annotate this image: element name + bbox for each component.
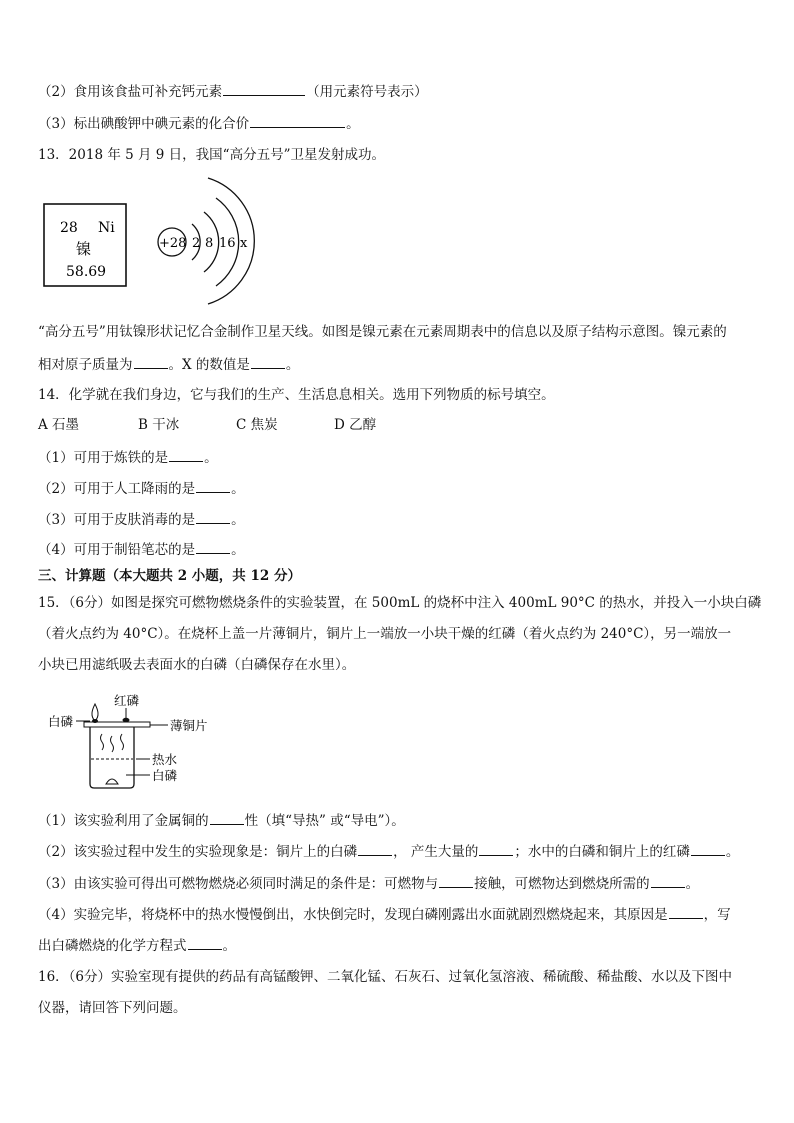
q15-text: （1）该实验利用了金属铜的 xyxy=(38,813,209,829)
q16-line2: 仪器，请回答下列问题。 xyxy=(38,1000,187,1016)
red-phosphorus-piece xyxy=(123,718,130,722)
q12-part2-text: （2）食用该食盐可补充钙元素 xyxy=(38,84,223,100)
option-c: C 焦炭 xyxy=(236,417,278,433)
q14-part-text: （2）可用于人工降雨的是 xyxy=(38,481,196,497)
shell-electrons: x xyxy=(240,236,248,251)
label-white-phosphorus-bottom: 白磷 xyxy=(152,768,178,783)
answer-blank[interactable] xyxy=(223,82,305,96)
flame-icon xyxy=(92,704,98,721)
answer-blank[interactable] xyxy=(251,355,285,369)
shell-electrons: 2 xyxy=(192,236,201,251)
q14-part-text: （1）可用于炼铁的是 xyxy=(38,450,169,466)
q14-part-end: 。 xyxy=(231,542,245,558)
white-phosphorus-piece xyxy=(92,719,98,723)
q12-part3-suffix: 。 xyxy=(346,116,360,132)
q13-text: 。 xyxy=(285,357,300,373)
label-red-phosphorus: 红磷 xyxy=(114,693,140,708)
q13-stem: 13．2018 年 5 月 9 日，我国“高分五号”卫星发射成功。 xyxy=(38,147,385,163)
q14-part3 xyxy=(38,510,756,529)
q15-text: 性（填“导热” 或“导电”）。 xyxy=(244,813,405,829)
q15-text: （4）实验完毕，将烧杯中的热水慢慢倒出，水快倒完时，发现白磷刚露出水面就剧烈燃烧起来，其原因是 xyxy=(38,907,668,923)
q13-desc-line1: “高分五号”用钛镍形状记忆合金制作卫星天线。如图是镍元素在元素周期表中的信息以及原子结构示意图。镍元素的 xyxy=(38,324,727,340)
q15-line3: 小块已用滤纸吸去表面水的白磷（白磷保存在水里）。 xyxy=(38,657,356,673)
q15-text: 。 xyxy=(725,844,740,860)
q13-text: 相对原子质量为 xyxy=(38,357,133,373)
nucleus-charge: +28 xyxy=(159,236,187,251)
answer-blank[interactable] xyxy=(169,448,203,462)
answer-blank[interactable] xyxy=(651,874,685,888)
q14-part-text: （4）可用于制铅笔芯的是 xyxy=(38,542,196,558)
option-b: B 干冰 xyxy=(138,417,180,433)
label-copper-sheet: 薄铜片 xyxy=(170,718,208,733)
q14-stem: 14．化学就在我们身边，它与我们的生产、生活息息相关。选用下列物质的标号填空。 xyxy=(38,387,555,403)
q15-line1: 15．（6分）如图是探究可燃物燃烧条件的实验装置，在 500mL 的烧杯中注入 400mL 90°C 的热水，并投入一小块白磷 xyxy=(38,595,762,611)
answer-blank[interactable] xyxy=(439,874,473,888)
q15-text: 。 xyxy=(222,938,236,954)
q15-part2 xyxy=(38,842,756,861)
q15-text: 。 xyxy=(685,876,700,892)
answer-blank[interactable] xyxy=(196,540,230,554)
answer-blank[interactable] xyxy=(196,510,230,524)
q15-part1 xyxy=(38,811,756,830)
q14-part-end: 。 xyxy=(204,450,218,466)
q15-line2: （着火点约为 40°C）。在烧杯上盖一片薄铜片，铜片上一端放一小块干燥的红磷（着火点约为 240°C），另一端放一 xyxy=(38,626,732,642)
q14-part1 xyxy=(38,448,756,467)
atom-structure-diagram xyxy=(148,172,258,308)
element-card xyxy=(40,200,130,290)
element-number: 28 xyxy=(60,220,78,236)
option-a: A 石墨 xyxy=(38,417,80,433)
q15-part4 xyxy=(38,905,756,924)
q14-part-end: 。 xyxy=(231,512,245,528)
answer-blank[interactable] xyxy=(691,842,725,856)
q12-part2-suffix: （用元素符号表示） xyxy=(306,84,428,100)
q13-desc-line2 xyxy=(38,355,756,374)
q15-text: 接触，可燃物达到燃烧所需的 xyxy=(474,876,650,892)
q16-line1: 16．（6分）实验室现有提供的药品有高锰酸钾、二氧化锰、石灰石、过氧化氢溶液、稀硫酸、稀盐酸、水以及下图中 xyxy=(38,969,733,985)
section-heading: 三、计算题（本大题共 2 小题，共 12 分） xyxy=(38,568,301,584)
q15-text: （3）由该实验可得出可燃物燃烧必须同时满足的条件是：可燃物与 xyxy=(38,876,439,892)
answer-blank[interactable] xyxy=(358,842,392,856)
answer-blank[interactable] xyxy=(210,811,244,825)
q15-text: ；水中的白磷和铜片上的红磷 xyxy=(514,844,690,860)
answer-blank[interactable] xyxy=(479,842,513,856)
q14-part2 xyxy=(38,479,756,498)
q12-part2 xyxy=(38,82,756,101)
answer-blank[interactable] xyxy=(250,114,345,128)
experiment-apparatus-figure xyxy=(46,688,216,792)
answer-blank[interactable] xyxy=(196,479,230,493)
label-white-phosphorus-top: 白磷 xyxy=(48,714,74,729)
q14-part4 xyxy=(38,540,756,559)
element-symbol: Ni xyxy=(98,220,115,236)
q15-text: ，写 xyxy=(703,907,731,923)
submerged-white-phosphorus xyxy=(106,779,118,784)
option-d: D 乙醇 xyxy=(334,417,377,433)
answer-blank[interactable] xyxy=(669,905,703,919)
answer-blank[interactable] xyxy=(188,936,222,950)
shell-electrons: 8 xyxy=(205,236,214,251)
q14-part-end: 。 xyxy=(231,481,245,497)
element-mass: 58.69 xyxy=(66,264,107,280)
q15-text: ， 产生大量的 xyxy=(393,844,479,860)
q15-part4-cont xyxy=(38,936,756,955)
q14-part-text: （3）可用于皮肤消毒的是 xyxy=(38,512,196,528)
q12-part3-text: （3）标出碘酸钾中碘元素的化合价 xyxy=(38,116,250,132)
q14-options xyxy=(38,416,756,434)
answer-blank[interactable] xyxy=(134,355,168,369)
q12-part3 xyxy=(38,114,756,133)
q15-text: （2）该实验过程中发生的实验现象是：铜片上的白磷 xyxy=(38,844,358,860)
shell-electrons: 16 xyxy=(219,236,236,251)
q15-part3 xyxy=(38,874,756,893)
q13-text: 。X 的数值是 xyxy=(168,357,250,373)
element-name: 镍 xyxy=(76,240,92,258)
q15-text: 出白磷燃烧的化学方程式 xyxy=(38,938,187,954)
label-hot-water: 热水 xyxy=(152,752,178,767)
